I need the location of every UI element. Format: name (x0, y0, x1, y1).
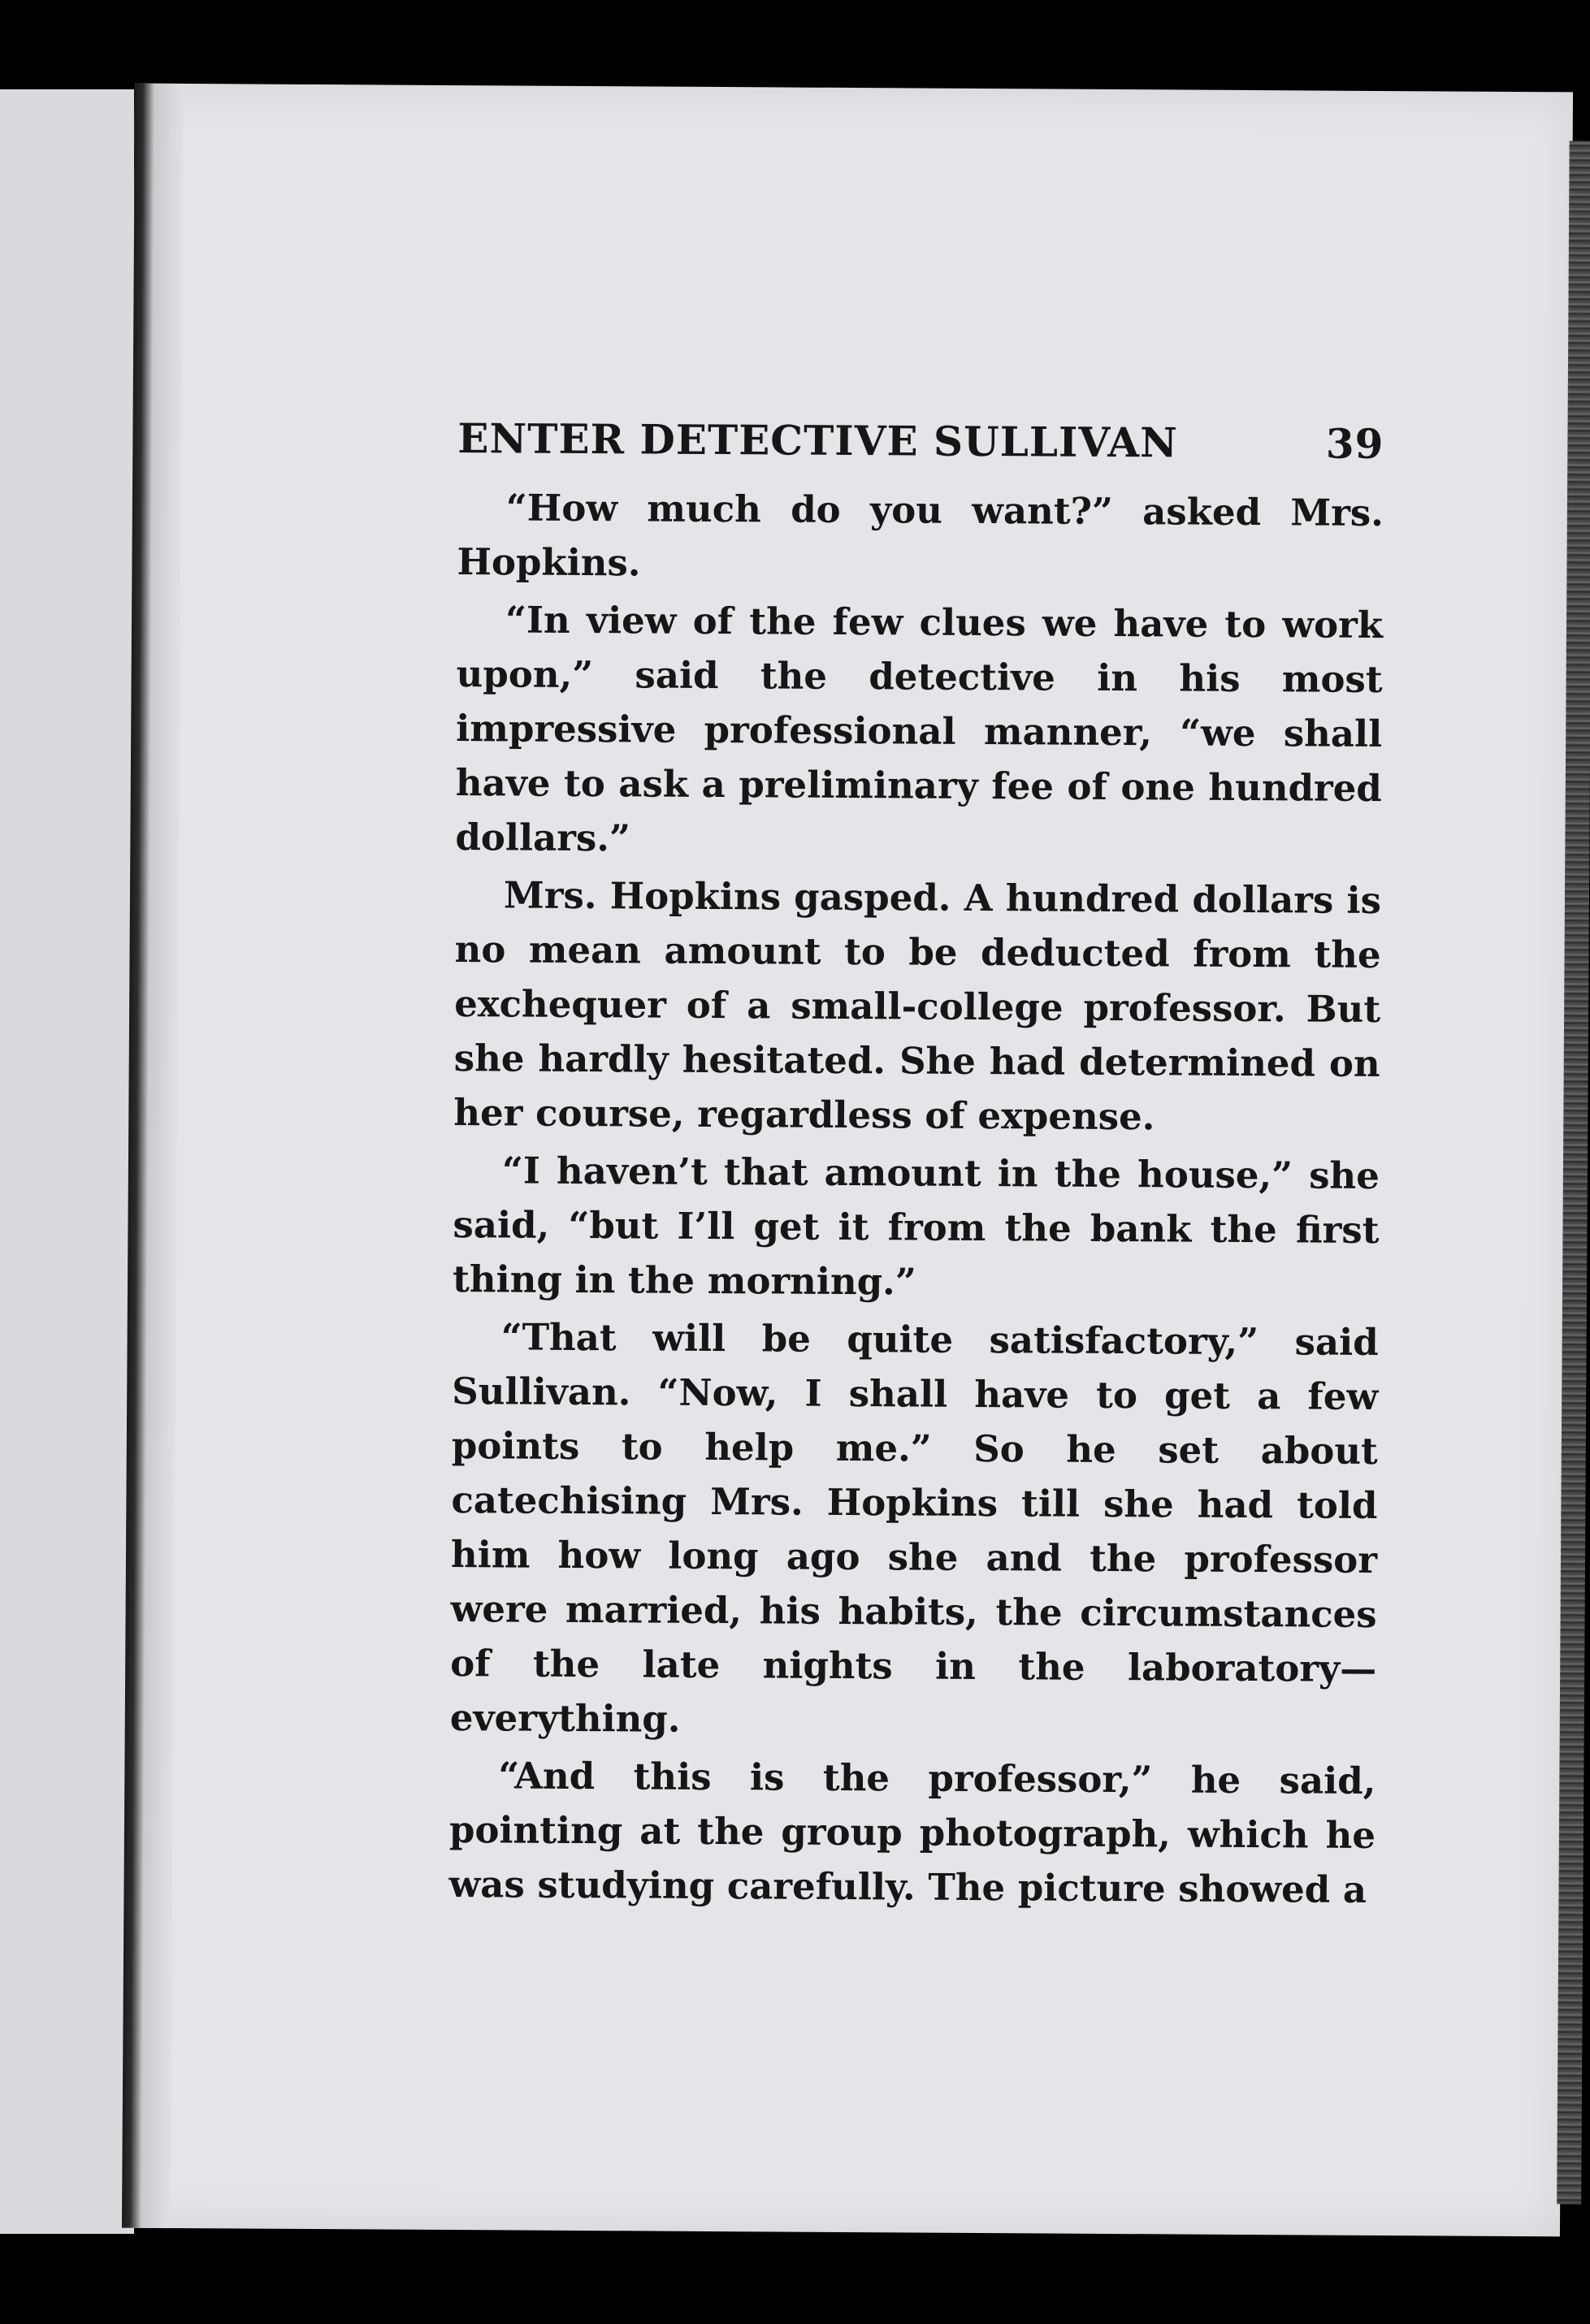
running-head-title: ENTER DETECTIVE SULLIVAN (457, 414, 1178, 467)
paragraph: Mrs. Hopkins gasped. A hundred dollars is no mean amount to be deducted from the exchequer of a small-college professor. But she hardly hesitated. She had determined on her course, regardless of expense. (453, 873, 1382, 1139)
paragraph: “How much do you want?” asked Mrs. Hopkins. (457, 486, 1384, 585)
page-number: 39 (1325, 419, 1384, 469)
text-block (448, 414, 1384, 1920)
book-page (122, 84, 1573, 2237)
paragraph: “In view of the few clues we have to work upon,” said the detective in his most impressive professional manner, “we shall have to ask a preliminary fee of one hundred dollars.” (455, 598, 1384, 860)
page-fore-edge (1557, 141, 1590, 2204)
paragraph: “That will be quite satisfactory,” said Sullivan. “Now, I shall have to get a few points to help me.” So he set about catechising Mrs. Hopkins till she had told him how long ago she and the professor were married, his habits, the circumstances of the late nights in the laboratory—everything. (449, 1315, 1379, 1741)
paragraph: “And this is the professor,” he said, pointing at the group photograph, which he was studying carefully. The picture showed a (448, 1754, 1376, 1911)
facing-page-edge (0, 89, 134, 2234)
paragraph: “I haven’t that amount in the house,” she said, “but I’ll get it from the bank the first thing in the morning.” (452, 1149, 1380, 1304)
running-head (457, 414, 1384, 468)
